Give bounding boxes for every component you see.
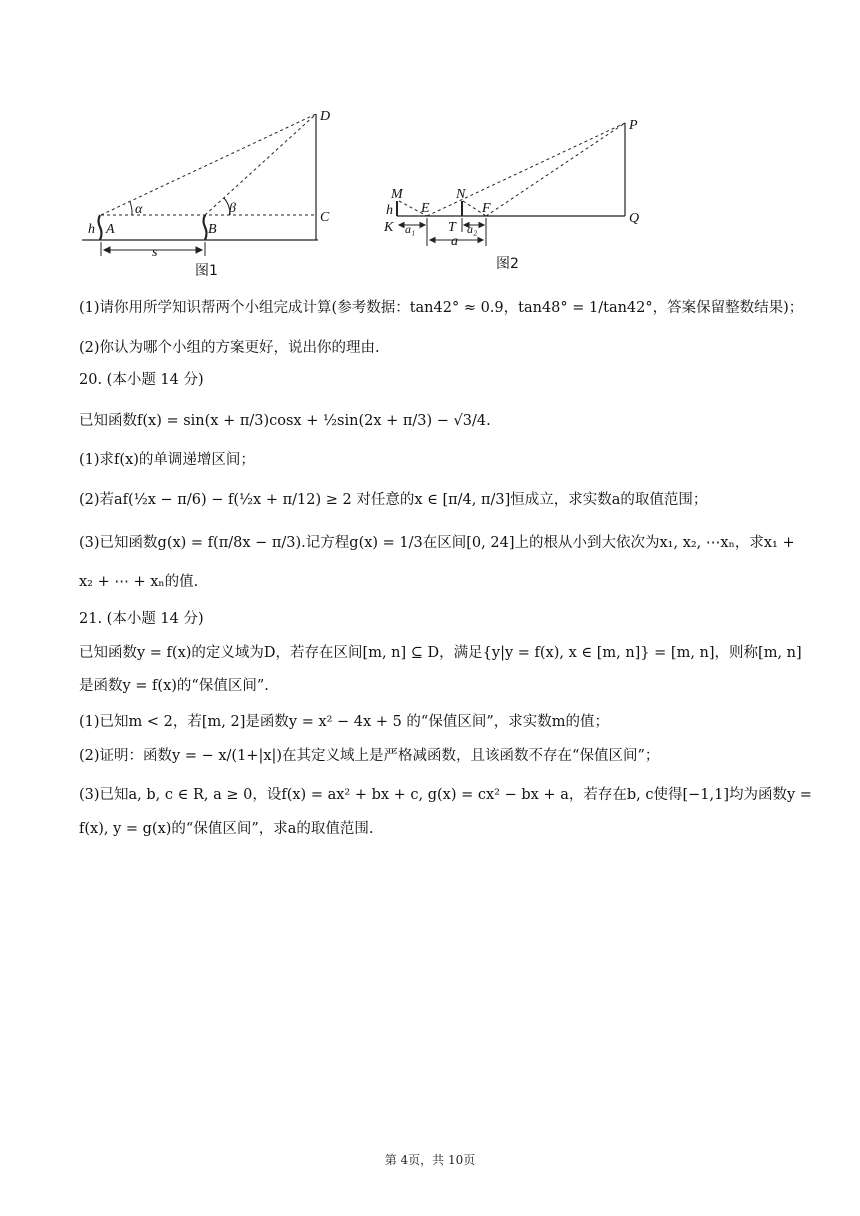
label-Q: Q <box>629 211 640 226</box>
label-N: N <box>456 187 466 202</box>
angle-beta: β <box>229 201 236 216</box>
q21-part2: (2)证明：函数y = − x/(1+|x|)在其定义域上是严格减函数，且该函数不存在“保值区间”； <box>79 748 660 764</box>
figure-1 <box>82 114 318 256</box>
label-T: T <box>448 220 456 235</box>
label-P: P <box>629 118 638 133</box>
label-B: B <box>208 222 217 237</box>
label-D: D <box>320 109 331 124</box>
q21-part1: (1)已知m < 2，若[m, 2]是函数y = x² − 4x + 5 的“保值区间”，求实数m的值； <box>79 714 609 730</box>
label-s: s <box>152 245 158 260</box>
q20-header: 20. (本小题 14 分) <box>79 372 204 388</box>
label-M: M <box>391 187 403 202</box>
q21-part3-line1: (3)已知a, b, c ∈ R, a ≥ 0，设f(x) = ax² + bx + c, g(x) = cx² − bx + a，若存在b, c使得[−1,1]均为函数y = <box>79 787 812 803</box>
q20-stem: 已知函数f(x) = sin(x + π/3)cosx + ½sin(2x + π/3) − √3/4. <box>79 413 491 429</box>
figure-1-caption: 图1 <box>195 263 218 279</box>
figure-2-caption: 图2 <box>496 256 519 272</box>
angle-alpha: α <box>135 202 143 217</box>
q21-part3-line2: f(x), y = g(x)的“保值区间”，求a的取值范围. <box>79 821 374 837</box>
q20-part1: (1)求f(x)的单调递增区间； <box>79 452 255 468</box>
label-a2: a₂ <box>467 222 478 236</box>
label-a1: a₁ <box>405 222 416 236</box>
q21-header: 21. (本小题 14 分) <box>79 611 204 627</box>
q20-part3-line1: (3)已知函数g(x) = f(π/8x − π/3).记方程g(x) = 1/3在区间[0, 24]上的根从小到大依次为x₁, x₂, ⋯xₙ，求x₁ + <box>79 535 795 551</box>
q20-part3-line2: x₂ + ⋯ + xₙ的值. <box>79 574 199 590</box>
label-K: K <box>384 220 394 235</box>
geometry-figures <box>0 0 860 290</box>
q21-stem-line2: 是函数y = f(x)的“保值区间”. <box>79 678 269 694</box>
label-E: E <box>421 201 430 216</box>
label-C: C <box>320 210 330 225</box>
label-F: F <box>482 201 491 216</box>
label-h-fig2: h <box>386 203 393 218</box>
label-A: A <box>106 222 115 237</box>
q19-part1: (1)请你用所学知识帮两个小组完成计算(参考数据：tan42° ≈ 0.9，tan48° = 1/tan42°，答案保留整数结果)； <box>79 300 804 316</box>
page-footer: 第 4页，共 10页 <box>384 1153 476 1167</box>
q19-part2: (2)你认为哪个小组的方案更好，说出你的理由. <box>79 340 380 356</box>
label-a: a <box>451 234 458 249</box>
q20-part2: (2)若af(½x − π/6) − f(½x + π/12) ≥ 2 对任意的x ∈ [π/4, π/3]恒成立，求实数a的取值范围； <box>79 492 708 508</box>
figure-2 <box>397 123 625 246</box>
q21-stem-line1: 已知函数y = f(x)的定义域为D，若存在区间[m, n] ⊆ D，满足{y|y = f(x), x ∈ [m, n]} = [m, n]，则称[m, n] <box>79 645 802 661</box>
label-h-fig1: h <box>88 222 95 237</box>
